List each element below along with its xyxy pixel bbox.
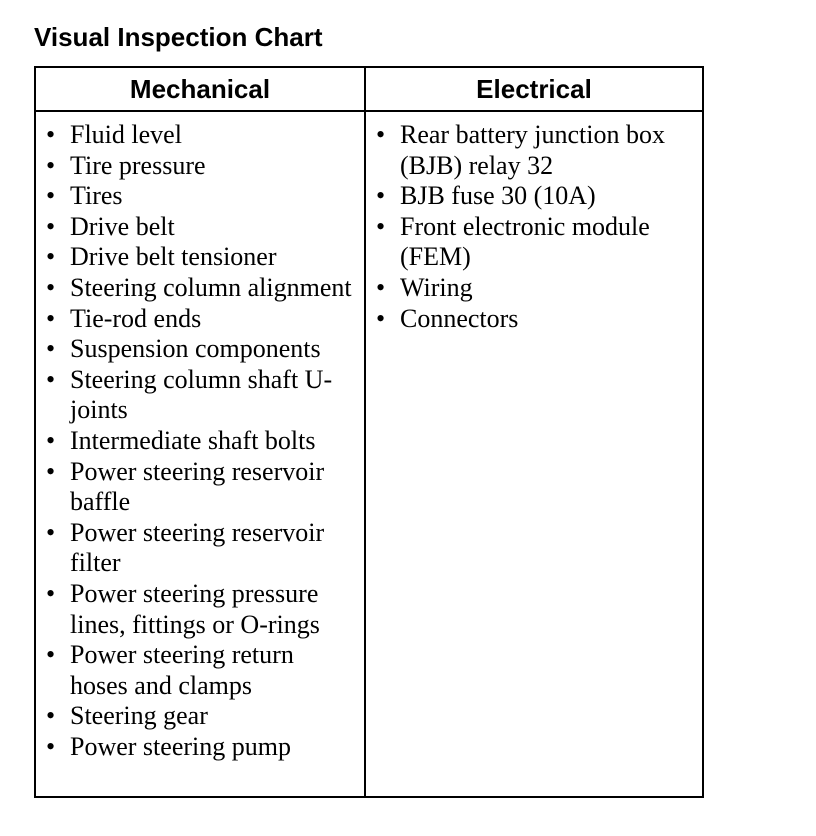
list-item — [376, 181, 692, 212]
list-item — [46, 334, 354, 365]
mechanical-list — [46, 120, 354, 762]
bullet-icon: • — [46, 242, 56, 272]
bullet-icon: • — [46, 364, 56, 394]
bullet-icon: • — [46, 456, 56, 486]
list-item — [376, 212, 692, 273]
column-header-mechanical: Mechanical — [35, 67, 365, 111]
list-item — [46, 365, 354, 426]
list-item — [46, 151, 354, 182]
bullet-icon: • — [46, 578, 56, 608]
list-item-text: Connectors — [400, 303, 519, 333]
list-item-text: Power steering reservoir filter — [70, 517, 325, 578]
bullet-icon: • — [46, 303, 56, 333]
bullet-icon: • — [46, 272, 56, 302]
list-item-text: Intermediate shaft bolts — [70, 425, 316, 455]
electrical-cell — [365, 111, 703, 797]
list-item-text: Suspension components — [70, 334, 321, 364]
bullet-icon: • — [46, 334, 56, 364]
list-item — [46, 518, 354, 579]
list-item-text: Front electronic module (FEM) — [400, 211, 650, 272]
bullet-icon: • — [46, 425, 56, 455]
bullet-icon: • — [46, 150, 56, 180]
bullet-icon: • — [46, 731, 56, 761]
table-body-row — [35, 111, 703, 797]
column-header-electrical: Electrical — [365, 67, 703, 111]
list-item — [46, 640, 354, 701]
list-item-text: Power steering pump — [70, 731, 291, 761]
bullet-icon: • — [46, 181, 56, 211]
list-item-text: Power steering pressure lines, fittings or O-rings — [70, 578, 320, 639]
table-header-row — [35, 67, 703, 111]
bullet-icon: • — [46, 640, 56, 670]
list-item — [46, 304, 354, 335]
list-item — [376, 120, 692, 181]
bullet-icon: • — [46, 120, 56, 149]
list-item-text: Drive belt — [70, 211, 175, 241]
list-item-text: Tie-rod ends — [70, 303, 202, 333]
mechanical-cell — [35, 111, 365, 797]
list-item — [46, 426, 354, 457]
list-item — [46, 457, 354, 518]
list-item-text: Fluid level — [70, 120, 182, 149]
bullet-icon: • — [376, 181, 386, 211]
list-item-text: Steering gear — [70, 701, 208, 731]
page-title: Visual Inspection Chart — [34, 22, 323, 52]
list-item — [46, 579, 354, 640]
list-item-text: BJB fuse 30 (10A) — [400, 181, 596, 211]
bullet-icon: • — [376, 120, 386, 149]
electrical-list — [376, 120, 692, 334]
list-item-text: Steering column shaft U-joints — [70, 364, 333, 425]
list-item — [46, 181, 354, 212]
list-item — [46, 212, 354, 243]
inspection-table — [34, 66, 704, 798]
list-item — [46, 732, 354, 763]
list-item-text: Tires — [70, 181, 123, 211]
list-item-text: Steering column alignment — [70, 272, 352, 302]
list-item — [46, 242, 354, 273]
list-item — [376, 273, 692, 304]
bullet-icon: • — [376, 272, 386, 302]
list-item-text: Wiring — [400, 272, 473, 302]
list-item-text: Power steering reservoir baffle — [70, 456, 325, 517]
list-item-text: Tire pressure — [70, 150, 206, 180]
list-item-text: Power steering return hoses and clamps — [70, 640, 294, 700]
list-item — [376, 304, 692, 335]
list-item-text: Drive belt tensioner — [70, 242, 277, 272]
bullet-icon: • — [376, 303, 386, 333]
list-item-text: Rear battery junction box (BJB) relay 32 — [400, 120, 665, 180]
bullet-icon: • — [46, 701, 56, 731]
list-item — [46, 701, 354, 732]
list-item — [46, 120, 354, 151]
bullet-icon: • — [46, 517, 56, 547]
bullet-icon: • — [46, 211, 56, 241]
list-item — [46, 273, 354, 304]
bullet-icon: • — [376, 211, 386, 241]
